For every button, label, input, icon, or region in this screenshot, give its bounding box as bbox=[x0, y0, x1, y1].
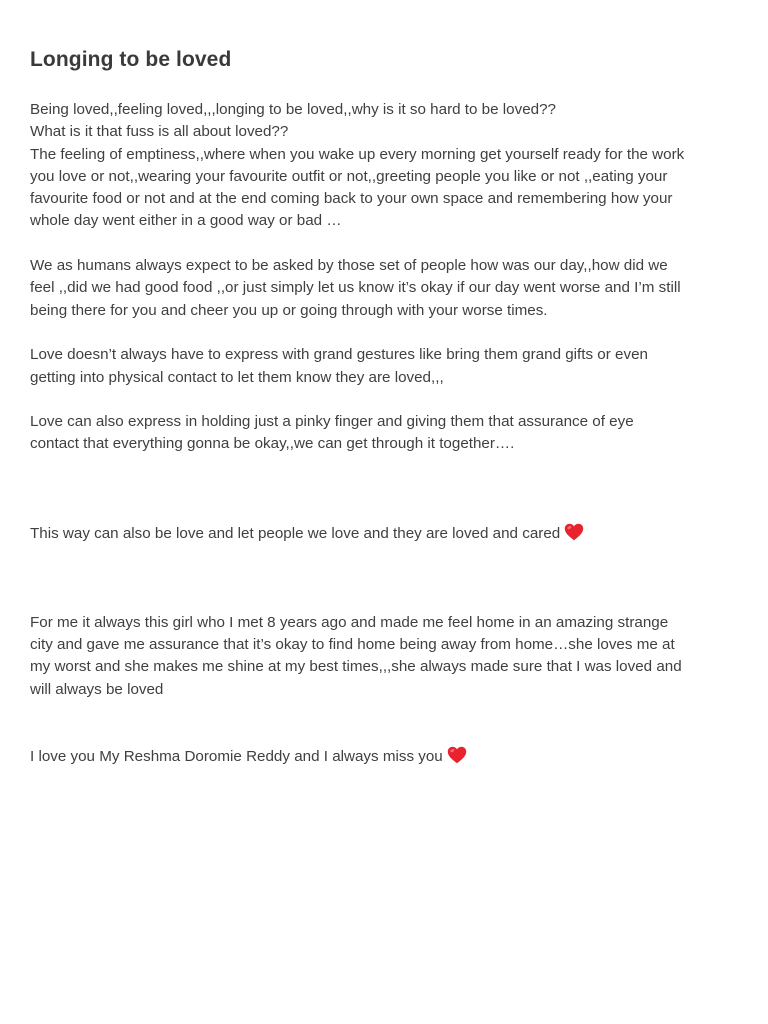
paragraph-spacer bbox=[30, 723, 742, 745]
note-line-text: I love you My Reshma Doromie Reddy and I always miss you bbox=[30, 747, 443, 765]
paragraph-spacer bbox=[30, 567, 742, 589]
note-line: Being loved,,feeling loved,,,longing to be loved,,why is it so hard to be loved?? bbox=[30, 101, 557, 118]
paragraph-spacer bbox=[30, 322, 742, 344]
note-line: feel ,,did we had good food ,,or just simply let us know it’s okay if our day went worse and I’m still bbox=[30, 279, 681, 297]
paragraph-spacer bbox=[30, 456, 742, 478]
paragraph-spacer bbox=[30, 500, 742, 522]
paragraph-spacer bbox=[30, 389, 742, 411]
note-title: Longing to be loved bbox=[30, 48, 232, 71]
note-line: you love or not,,wearing your favourite outfit or not,,greeting people you like or not ,,eating your bbox=[30, 167, 668, 185]
note-body bbox=[30, 99, 742, 768]
note-line: Love can also express in holding just a pinky finger and giving them that assurance of eye bbox=[30, 413, 634, 431]
note-line: whole day went either in a good way or bad … bbox=[30, 212, 342, 230]
paragraph-spacer bbox=[30, 233, 742, 255]
paragraph-spacer bbox=[30, 701, 742, 723]
note-line: my worst and she makes me shine at my best times,,,she always made sure that I was loved and bbox=[30, 658, 682, 676]
note-line: being there for you and cheer you up or going through with your worse times. bbox=[30, 301, 548, 319]
paragraph-spacer bbox=[30, 545, 742, 567]
note-line: Love doesn’t always have to express with grand gestures like bring them grand gifts or even bbox=[30, 346, 648, 364]
note-line: will always be loved bbox=[30, 680, 164, 698]
paragraph-spacer bbox=[30, 590, 742, 612]
note-line-with-heart bbox=[30, 523, 742, 545]
note-line: contact that everything gonna be okay,,we can get through it together…. bbox=[30, 435, 515, 453]
note-line: The feeling of emptiness,,where when you wake up every morning get yourself ready for the work bbox=[30, 145, 685, 163]
note-line: What is it that fuss is all about loved?? bbox=[30, 123, 289, 141]
red-heart-icon bbox=[447, 746, 467, 764]
note-line-with-heart bbox=[30, 746, 742, 768]
note-line: We as humans always expect to be asked by those set of people how was our day,,how did we bbox=[30, 257, 668, 275]
note bbox=[30, 45, 742, 765]
note-line-text: This way can also be love and let people we love and they are loved and cared bbox=[30, 524, 561, 542]
paragraph-spacer bbox=[30, 478, 742, 500]
note-line: getting into physical contact to let them know they are loved,,, bbox=[30, 368, 444, 386]
note-line: favourite food or not and at the end coming back to your own space and remembering how your bbox=[30, 190, 673, 208]
note-line: city and gave me assurance that it’s okay to find home being away from home…she loves me at bbox=[30, 636, 675, 654]
red-heart-icon bbox=[564, 523, 584, 541]
note-line: For me it always this girl who I met 8 years ago and made me feel home in an amazing strange bbox=[30, 613, 669, 631]
